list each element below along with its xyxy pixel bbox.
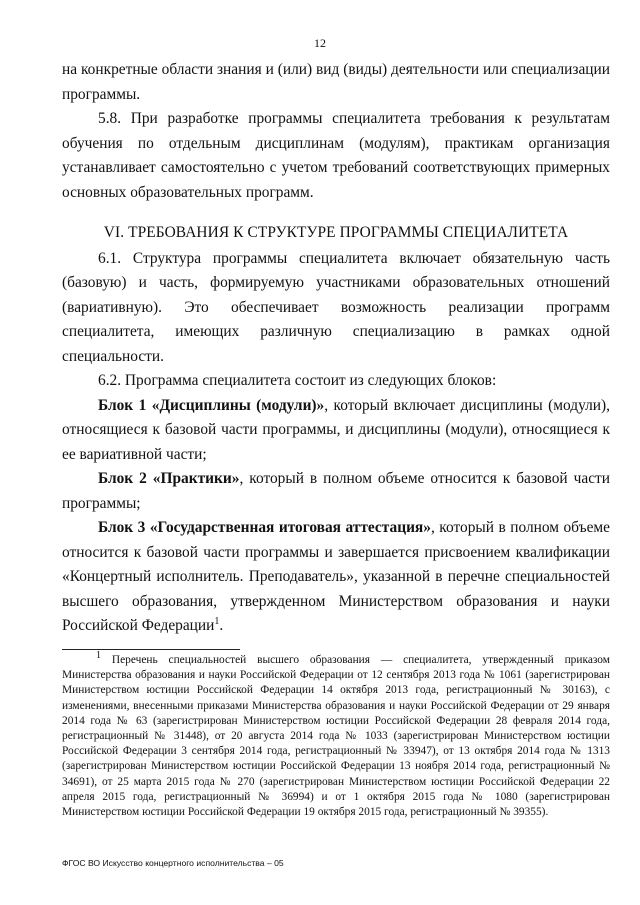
paragraph-6-2: 6.2. Программа специалитета состоит из следующих блоков: [98,372,497,389]
block-3-paragraph [62,516,610,639]
block-2-paragraph [62,467,610,516]
block-3-title: Блок 3 «Государственная итоговая аттестация» [98,519,431,536]
block-2-title: Блок 2 «Практики» [98,470,240,487]
paragraph-6-1: 6.1. Структура программы специалитета включает обязательную часть (базовую) и часть, формируемую участниками образовательных отношений (вариативную). Это обеспечивает возможность реализации программ специалитета, имеющих различную специализацию в рамках одной специальности. [62,249,610,365]
footnote-mark: 1 [96,650,101,662]
page-number: 12 [314,36,326,50]
footnote-body [62,650,610,820]
footnote-divider [62,649,240,650]
footnote-reference[interactable]: 1 [214,615,220,627]
block-3-end: . [219,617,224,634]
block-1-text: , который включает дисциплины (модули), относящиеся к базовой части программы, и дисциплины (модули), относящиеся к ее вариативной части; [62,396,610,463]
section-heading: VI. ТРЕБОВАНИЯ К СТРУКТУРЕ ПРОГРАММЫ СПЕЦИАЛИТЕТА [103,224,569,241]
page-body [62,58,610,639]
paragraph-5-8: 5.8. При разработке программы специалитета требования к результатам обучения по отдельным дисциплинам (модулям), практикам организация устанавливает самостоятельно с учетом требований соответствующих примерных основных образовательных программ. [62,110,610,201]
page-footer: ФГОС ВО Искусство концертного исполнительства – 05 [62,858,284,868]
continuation-paragraph: на конкретные области знания и (или) вид (виды) деятельности или специализации программы. [62,61,610,103]
footnote-text: Перечень специальностей высшего образования — специалитета, утвержденный приказом Министерства образования и науки Российской Федерации от 12 сентября 2013 года № 1061 (зарегистрирован Министерством юстиции Российской Федерации 14 октября 2013 года, регистрационный № 30163), с изменениями, внесенными приказами Министерства образования и науки Российской Федерации от 29 января 2014 года № 63 (зарегистрирован Министерством юстиции Российской Федерации 28 февраля 2014 года, регистрационный № 31448), от 20 августа 2014 года № 1033 (зарегистрирован Министерством юстиции Российской Федерации 3 сентября 2014 года, регистрационный № 33947), от 13 октября 2014 года № 1313 (зарегистрирован Министерством юстиции Российской Федерации 13 ноября 2014 года, регистрационный № 34691), от 25 марта 2015 года № 270 (зарегистрирован Министерством юстиции Российской Федерации 22 апреля 2015 года, регистрационный № 36994) и от 1 октября 2015 года № 1080 (зарегистрирован Министерством юстиции Российской Федерации 19 октября 2015 года, регистрационный № 39355). [62,654,610,819]
block-2-text: , который в полном объеме относится к базовой части программы; [62,470,610,512]
block-1-title: Блок 1 «Дисциплины (модули)» [98,396,325,414]
block-3-text: , который в полном объеме относится к базовой части программы и завершается присвоением квалификации «Концертный исполнитель. Преподаватель», указанной в перечне специальностей высшего образования, утвержденном Министерством образования и науки Российской Федерации [62,519,610,634]
footnote [62,650,610,820]
block-1-paragraph [62,394,610,468]
